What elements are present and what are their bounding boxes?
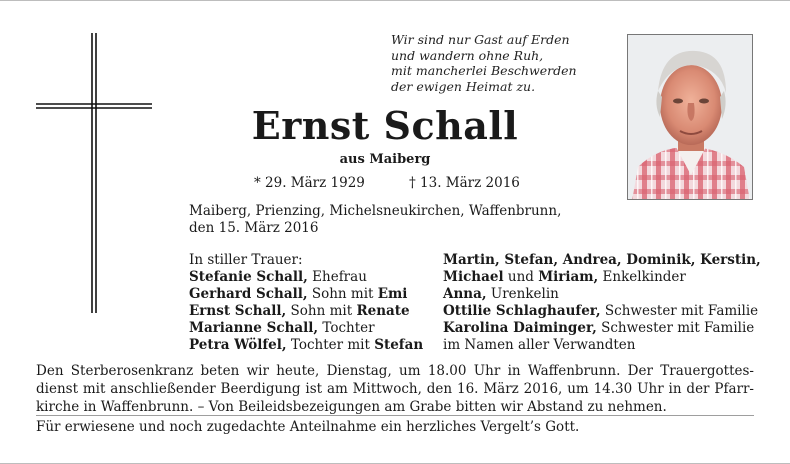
places-line: Maiberg, Prienzing, Michelsneukirchen, Waffenbrunn, xyxy=(189,203,562,219)
poem-line: Wir sind nur Gast auf Erden xyxy=(391,32,570,47)
divider xyxy=(36,415,754,416)
death-date: † 13. März 2016 xyxy=(409,175,520,191)
sister-entry xyxy=(443,320,761,337)
poem-line: und wandern ohne Ruh, xyxy=(391,47,544,63)
connector-text: und xyxy=(503,268,539,285)
grandchild-name: Miriam, xyxy=(538,268,599,285)
relatives-line: im Namen aller Verwandten xyxy=(443,336,636,353)
service-announcement xyxy=(36,362,754,416)
grandchild-name: Michael xyxy=(443,268,504,285)
announcement-line: dienst mit anschließender Beerdigung ist am Mittwoch, den 16. März 2016, um 14.30 Uhr in der Pfarr- xyxy=(36,381,754,397)
thanks-line: Für erwiesene und noch zugedachte Anteilnahme ein herzliches Vergelt’s Gott. xyxy=(36,419,580,435)
mourner-entry xyxy=(189,269,423,286)
mourner-entry xyxy=(189,303,423,320)
sister-name: Ottilie Schlaghaufer, xyxy=(443,302,601,319)
birth-date: * 29. März 1929 xyxy=(254,175,365,191)
sister-entry xyxy=(443,303,761,320)
portrait-photo xyxy=(627,34,753,200)
grandchildren-list: Martin, Stefan, Andrea, Dominik, Kerstin, xyxy=(443,252,761,268)
mourner-relation: Schwester mit Familie xyxy=(596,319,755,336)
mourner-name: Ernst Schall, xyxy=(189,302,287,319)
mourner-relation: Tochter mit xyxy=(286,336,375,353)
mourner-partner: Emi xyxy=(377,285,408,302)
deceased-origin: aus Maiberg xyxy=(339,152,431,167)
poem-line: der ewigen Heimat zu. xyxy=(391,78,536,94)
mourner-entry xyxy=(189,286,423,303)
mourner-relation: Sohn mit xyxy=(286,302,357,319)
mourner-name: Stefanie Schall, xyxy=(189,268,308,285)
mourner-entry xyxy=(189,337,423,354)
announcement-line: kirche in Waffenbrunn. – Von Beileidsbezeigungen am Grabe bitten wir Abstand zu nehmen. xyxy=(36,399,667,415)
mourner-name: Marianne Schall, xyxy=(189,319,319,336)
mourner-relation: Urenkelin xyxy=(486,285,559,302)
announcement-line: Den Sterberosenkranz beten wir heute, Dienstag, um 18.00 Uhr in Waffenbrunn. Der Trauergottes- xyxy=(36,363,754,379)
mourner-relation: Enkelkinder xyxy=(598,268,686,285)
notice-date: den 15. März 2016 xyxy=(189,220,319,236)
great-grandchild-entry xyxy=(443,286,761,303)
grandchildren-names xyxy=(443,252,761,269)
grandchildren-entry xyxy=(443,269,761,286)
great-grandchild-name: Anna, xyxy=(443,285,487,302)
sister-name: Karolina Daiminger, xyxy=(443,319,597,336)
mourner-relation: Ehefrau xyxy=(307,268,367,285)
mourner-relation: Schwester mit Familie xyxy=(600,302,759,319)
poem xyxy=(391,32,611,94)
mourners-right-column xyxy=(443,252,761,353)
cross-icon xyxy=(36,33,152,313)
mourner-partner: Stefan xyxy=(374,336,424,353)
mourner-partner: Renate xyxy=(356,302,410,319)
mourner-entry xyxy=(189,320,423,337)
mourners-left-column xyxy=(189,252,423,353)
mourner-relation: Tochter xyxy=(318,319,375,336)
poem-line: mit mancherlei Beschwerden xyxy=(391,63,577,78)
mourners-intro: In stiller Trauer: xyxy=(189,252,303,268)
deceased-name: Ernst Schall xyxy=(251,103,519,148)
mourner-name: Petra Wölfel, xyxy=(189,336,287,353)
place-and-date xyxy=(189,203,589,237)
mourner-name: Gerhard Schall, xyxy=(189,285,308,302)
mourner-relation: Sohn mit xyxy=(307,285,378,302)
